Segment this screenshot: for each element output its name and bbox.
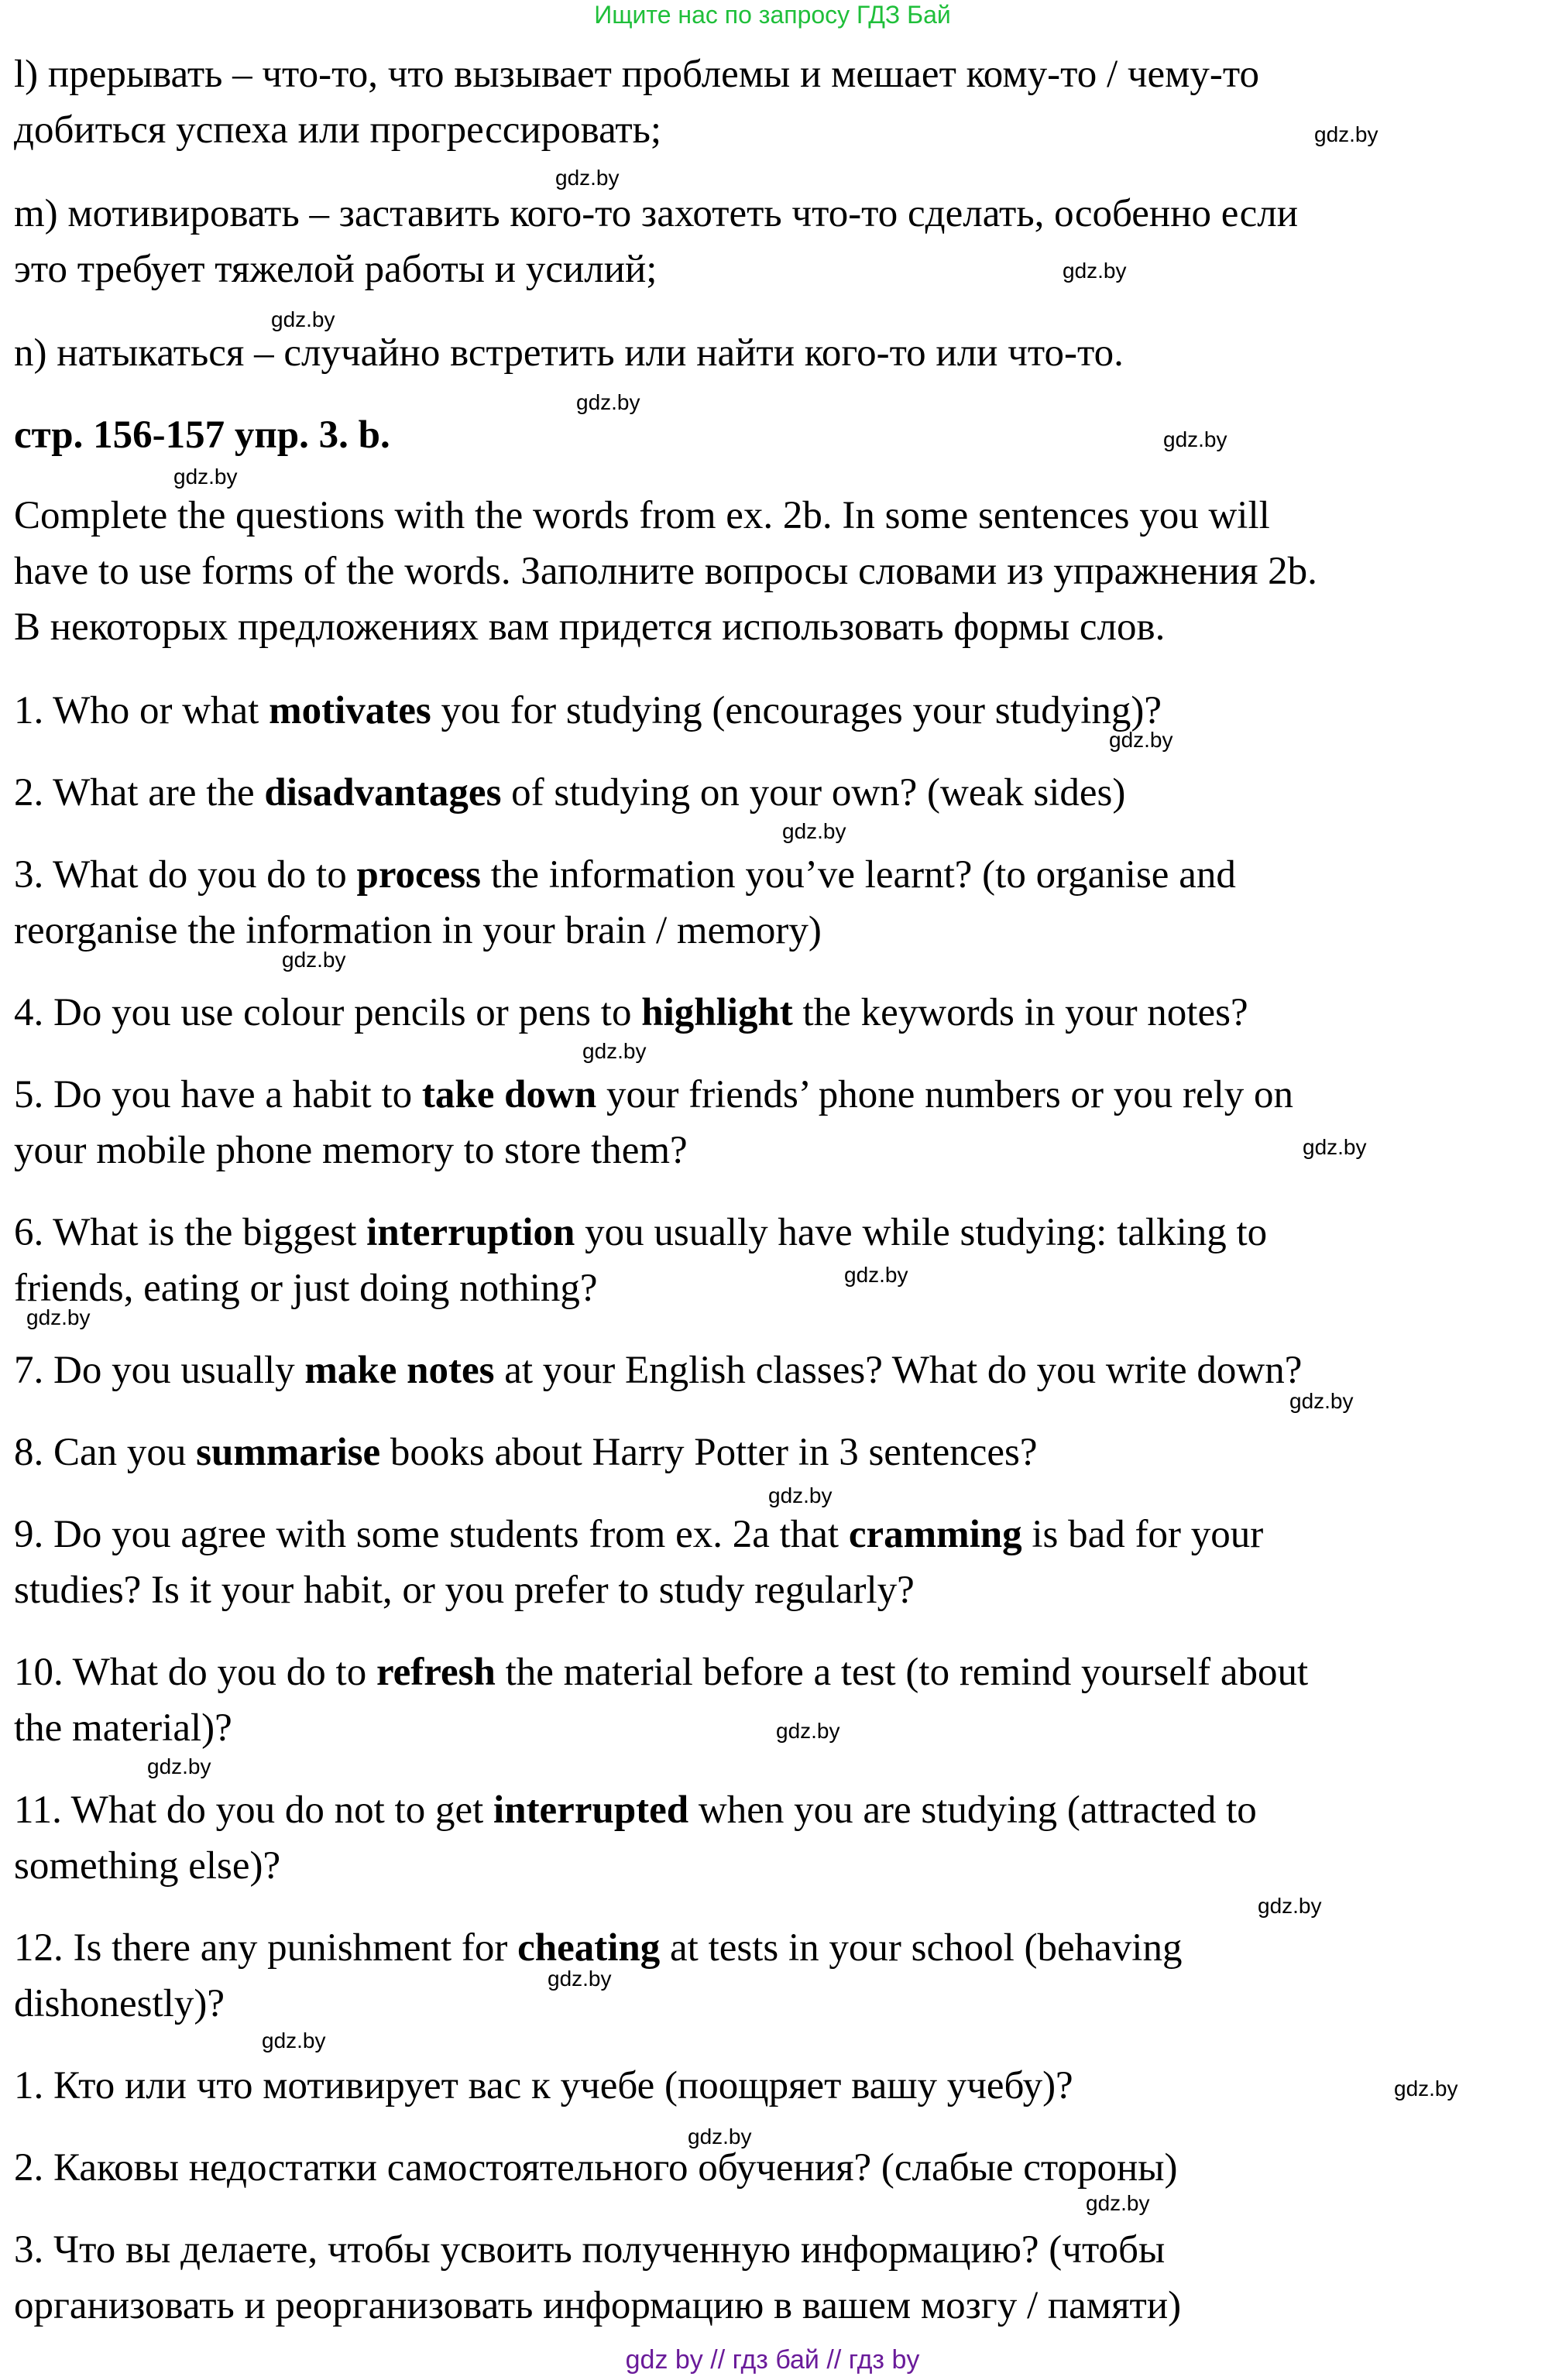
watermark: gdz.by xyxy=(776,1719,840,1743)
instructions-line: В некоторых предложениях вам придется использовать формы слов. xyxy=(14,605,1166,649)
translation-1: 1. Кто или что мотивирует вас к учебе (поощряет вашу учебу)? xyxy=(14,2064,1073,2107)
watermark: gdz.by xyxy=(555,166,620,190)
question-12: 12. Is there any punishment for cheating at tests in your school (behaving xyxy=(14,1926,1183,1970)
translation-3-line-1: 3. Что вы делаете, чтобы усвоить полученную информацию? (чтобы xyxy=(14,2228,1166,2272)
watermark: gdz.by xyxy=(688,2125,752,2149)
question-3-cont: reorganise the information in your brain / memory) xyxy=(14,909,822,952)
definition-m-line-2: это требует тяжелой работы и усилий; xyxy=(14,248,657,291)
question-3: 3. What do you do to process the information you’ve learnt? (to organise and xyxy=(14,853,1236,897)
question-2: 2. What are the disadvantages of studying on your own? (weak sides) xyxy=(14,771,1126,814)
definition-n-line-1: n) натыкаться – случайно встретить или найти кого-то или что-то. xyxy=(14,331,1124,375)
watermark: gdz.by xyxy=(548,1967,612,1991)
watermark: gdz.by xyxy=(271,307,335,331)
translation-2: 2. Каковы недостатки самостоятельного обучения? (слабые стороны) xyxy=(14,2146,1178,2190)
translation-3-line-2: организовать и реорганизовать информацию в вашем мозгу / памяти) xyxy=(14,2284,1182,2327)
instructions-line: have to use forms of the words. Заполните вопросы словами из упражнения 2b. xyxy=(14,550,1317,593)
question-9-cont: studies? Is it your habit, or you prefer to study regularly? xyxy=(14,1569,915,1612)
watermark: gdz.by xyxy=(782,819,846,843)
watermark: gdz.by xyxy=(282,948,346,972)
watermark: gdz.by xyxy=(1163,427,1227,451)
watermark: gdz.by xyxy=(1314,122,1378,146)
watermark: gdz.by xyxy=(1394,2076,1458,2101)
watermark: gdz.by xyxy=(582,1039,647,1063)
watermark: gdz.by xyxy=(147,1754,211,1778)
definition-l-line-2: добиться успеха или прогрессировать; xyxy=(14,108,662,152)
question-8: 8. Can you summarise books about Harry Potter in 3 sentences? xyxy=(14,1431,1038,1474)
watermark: gdz.by xyxy=(1303,1135,1367,1159)
instructions-line: Complete the questions with the words from ex. 2b. In some sentences you will xyxy=(14,494,1270,537)
question-11-cont: something else)? xyxy=(14,1844,281,1888)
watermark: gdz.by xyxy=(1289,1389,1354,1413)
question-5-cont: your mobile phone memory to store them? xyxy=(14,1129,688,1172)
watermark: gdz.by xyxy=(1258,1894,1322,1918)
exercise-title: стр. 156-157 упр. 3. b. xyxy=(14,413,390,457)
search-hint-banner: Ищите нас по запросу ГДЗ Бай xyxy=(594,1,951,29)
question-12-cont: dishonestly)? xyxy=(14,1982,225,2025)
watermark: gdz.by xyxy=(844,1263,908,1287)
question-10: 10. What do you do to refresh the material before a test (to remind yourself about xyxy=(14,1651,1309,1694)
watermark: gdz.by xyxy=(768,1483,833,1507)
question-5: 5. Do you have a habit to take down your friends’ phone numbers or you rely on xyxy=(14,1073,1294,1116)
watermark: gdz.by xyxy=(1109,728,1173,752)
watermark: gdz.by xyxy=(26,1305,91,1329)
question-7: 7. Do you usually make notes at your English classes? What do you write down? xyxy=(14,1349,1303,1392)
question-11: 11. What do you do not to get interrupted when you are studying (attracted to xyxy=(14,1788,1257,1832)
question-1: 1. Who or what motivates you for studying (encourages your studying)? xyxy=(14,689,1162,732)
watermark: gdz.by xyxy=(1086,2191,1150,2215)
watermark: gdz.by xyxy=(576,390,640,414)
watermark: gdz.by xyxy=(262,2028,326,2052)
question-10-cont: the material)? xyxy=(14,1706,232,1750)
watermark: gdz.by xyxy=(1063,259,1127,283)
footer-links: gdz by // гдз бай // гдз by xyxy=(625,2345,920,2375)
question-6-cont: friends, eating or just doing nothing? xyxy=(14,1267,598,1310)
question-9: 9. Do you agree with some students from ex. 2a that cramming is bad for your xyxy=(14,1513,1264,1556)
question-4: 4. Do you use colour pencils or pens to highlight the keywords in your notes? xyxy=(14,991,1248,1034)
definition-l-line-1: l) прерывать – что-то, что вызывает проблемы и мешает кому-то / чему-то xyxy=(14,53,1260,96)
watermark: gdz.by xyxy=(173,465,238,489)
definition-m-line-1: m) мотивировать – заставить кого-то захотеть что-то сделать, особенно если xyxy=(14,192,1299,235)
question-6: 6. What is the biggest interruption you usually have while studying: talking to xyxy=(14,1211,1268,1254)
